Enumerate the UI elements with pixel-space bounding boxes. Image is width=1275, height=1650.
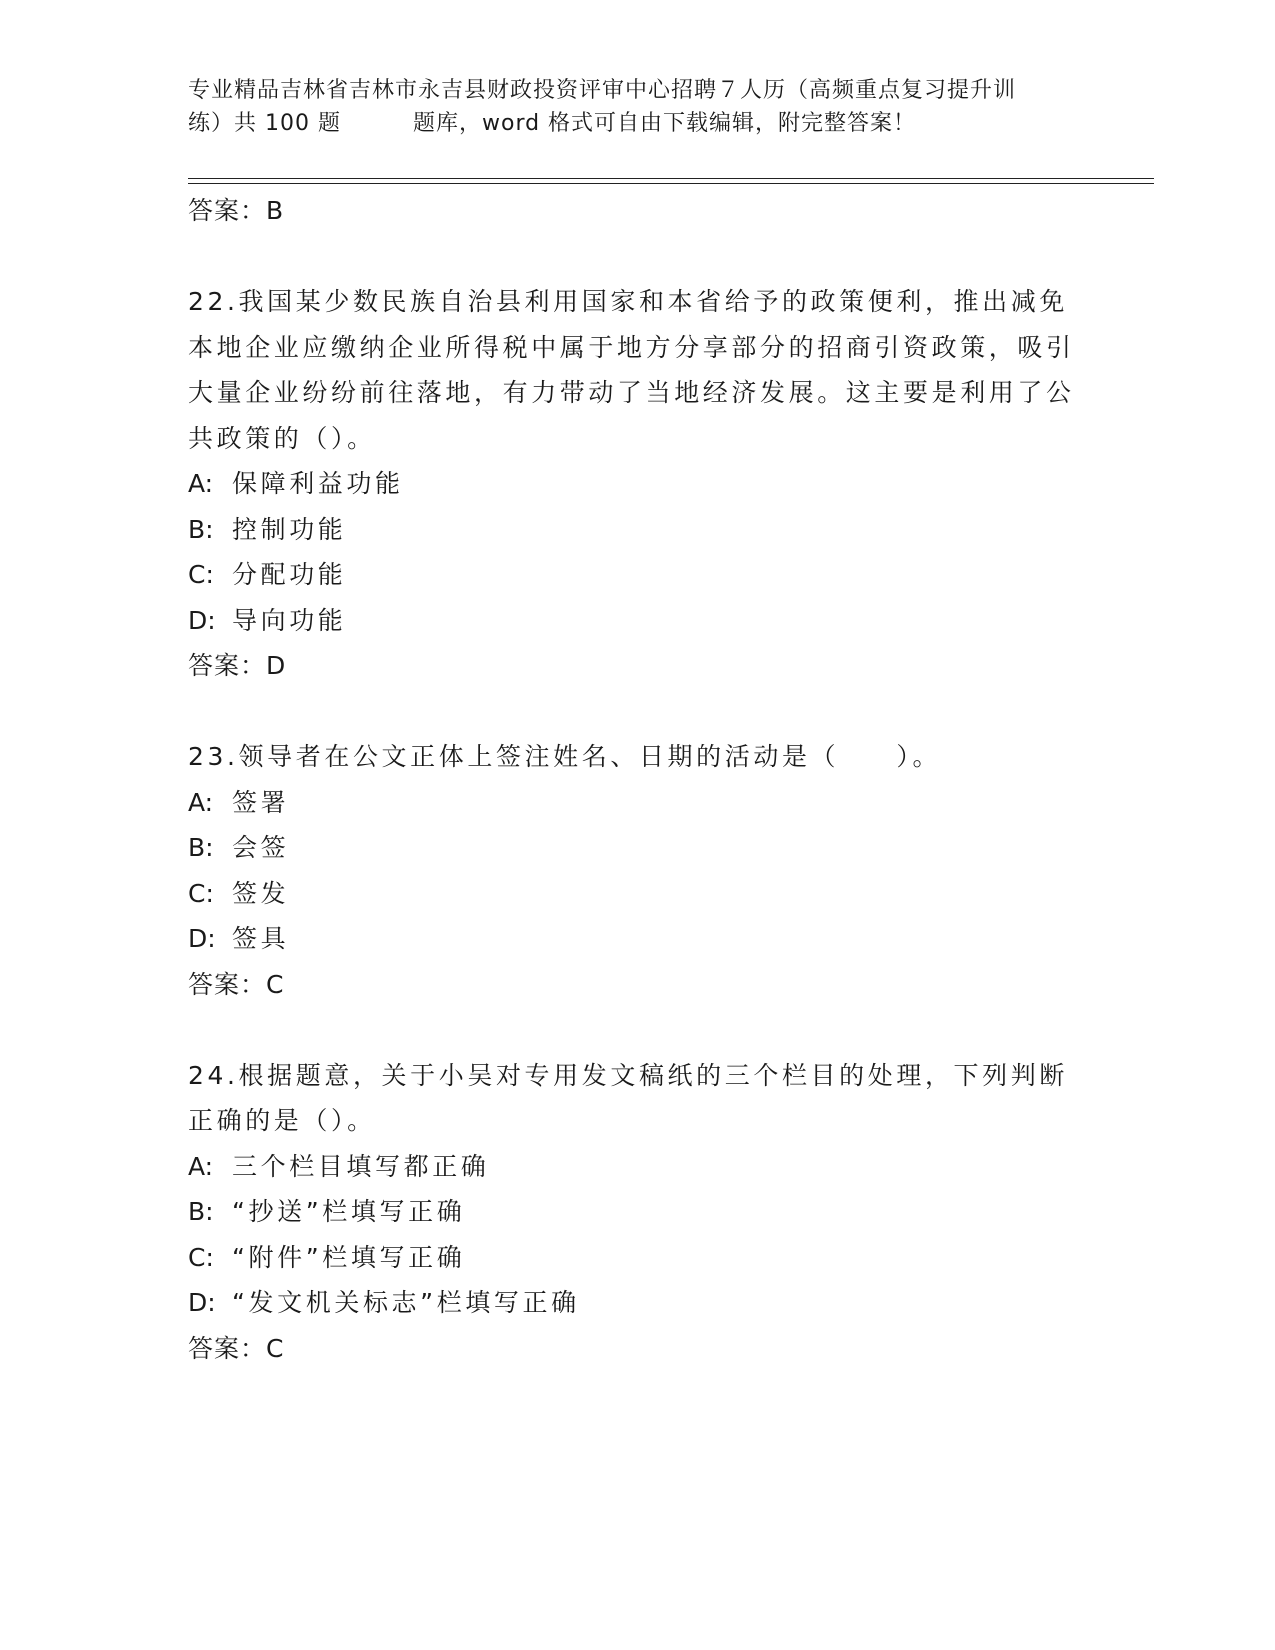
option-letter: D: (188, 1288, 216, 1317)
previous-answer: 答案：B (188, 196, 285, 225)
header-line-2-b: 题库，word 格式可自由下载编辑，附完整答案！ (412, 111, 917, 136)
option-letter: B: (188, 833, 214, 862)
option-text: 分配功能 (232, 560, 347, 589)
option-letter: C: (188, 878, 214, 908)
option-letter: C: (188, 560, 214, 589)
header-divider-top (188, 178, 1154, 179)
option-d (188, 598, 1088, 644)
question-22 (188, 279, 1088, 688)
option-letter: D: (188, 605, 216, 635)
option-b (188, 507, 1088, 553)
question-list (188, 188, 1088, 1371)
option-text: 保障利益功能 (232, 469, 404, 498)
option-text: 控制功能 (232, 514, 347, 544)
header-divider-bottom (188, 183, 1154, 184)
option-letter: A: (188, 469, 214, 498)
header-line-2-a: 练）共 100 题 (188, 111, 341, 136)
option-letter: C: (188, 1242, 214, 1272)
option-text: “附件”栏填写正确 (232, 1242, 466, 1272)
option-text: 三个栏目填写都正确 (232, 1151, 490, 1181)
option-text: 签署 (232, 787, 290, 817)
option-text: “抄送”栏填写正确 (232, 1197, 466, 1226)
option-letter: D: (188, 924, 216, 953)
answer-line: 答案：C (188, 969, 285, 999)
option-c (188, 871, 1088, 917)
option-b (188, 1189, 1088, 1235)
option-a (188, 461, 1088, 507)
option-letter: A: (188, 1151, 214, 1181)
option-d (188, 1280, 1088, 1326)
document-header (188, 74, 1088, 140)
option-text: 签发 (232, 878, 290, 908)
option-c (188, 552, 1088, 598)
option-letter: B: (188, 514, 214, 544)
option-text: 签具 (232, 924, 290, 953)
header-line-2 (188, 107, 1088, 140)
option-text: 会签 (232, 833, 290, 862)
option-a (188, 780, 1088, 826)
question-stem: 22.我国某少数民族自治县利用国家和本省给予的政策便利，推出减免本地企业应缴纳企业所得税中属于地方分享部分的招商引资政策，吸引大量企业纷纷前往落地，有力带动了当地经济发展。这主要是利用了公共政策的（）。 (188, 287, 1075, 453)
option-letter: B: (188, 1197, 214, 1226)
answer-line: 答案：C (188, 1333, 285, 1363)
header-line-1: 专业精品吉林省吉林市永吉县财政投资评审中心招聘７人历（高频重点复习提升训 (188, 78, 1017, 103)
question-24 (188, 1053, 1088, 1371)
option-text: 导向功能 (232, 605, 347, 635)
question-stem: 24.根据题意，关于小吴对专用发文稿纸的三个栏目的处理，下列判断正确的是（）。 (188, 1060, 1068, 1135)
option-text: “发文机关标志”栏填写正确 (232, 1288, 580, 1317)
option-letter: A: (188, 787, 214, 817)
question-stem: 23.领导者在公文正体上签注姓名、日期的活动是（ ）。 (188, 742, 942, 771)
option-c (188, 1235, 1088, 1281)
answer-line: 答案：D (188, 651, 287, 680)
option-d (188, 916, 1088, 962)
option-a (188, 1144, 1088, 1190)
question-23 (188, 734, 1088, 1007)
option-b (188, 825, 1088, 871)
